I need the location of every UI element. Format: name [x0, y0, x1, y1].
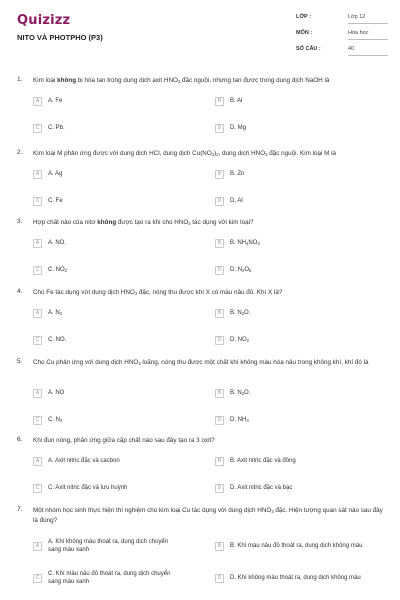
- option-label: C. Khí màu nâu đỏ thoát ra, dung dịch chuyển sang màu xanh: [48, 571, 171, 585]
- option-label: A. NO: [48, 390, 65, 396]
- option-letter-box: D: [215, 266, 224, 275]
- worksheet-header: [0, 0, 400, 64]
- option-label: C. $NO_2$: [48, 266, 68, 273]
- option-d[interactable]: [215, 194, 243, 208]
- option-b[interactable]: [215, 306, 250, 320]
- option-label: D. $NO_2$: [230, 336, 250, 343]
- option-b[interactable]: [215, 454, 296, 468]
- question-5: [0, 358, 400, 436]
- option-label: B. Khí màu nâu đỏ thoát ra, dung dịch không màu: [230, 543, 363, 549]
- option-b[interactable]: [215, 236, 260, 250]
- option-c[interactable]: [33, 571, 173, 585]
- option-label: B. Al: [230, 98, 243, 104]
- option-letter-box: D: [215, 574, 224, 583]
- question-4: [0, 288, 400, 358]
- option-d[interactable]: [215, 121, 246, 135]
- option-letter-box: B: [215, 389, 224, 398]
- question-text: Một nhóm học sinh thực hiện thí nghiệm cho kim loại Cu tác dụng với dung dịch $HNO_3$ đặc. Hiện tượng quan sát nào sau đây là đúng?: [33, 507, 383, 524]
- question-text: Hợp chất nào của nitơ không được tạo ra khi cho $HNO_3$ tác dụng với kim loại?: [33, 219, 254, 226]
- option-letter-box: A: [33, 389, 42, 398]
- question-number: 1.: [17, 76, 23, 83]
- option-letter-box: A: [33, 239, 42, 248]
- option-b[interactable]: [215, 539, 390, 553]
- option-label: D. $N_2O_5$: [230, 266, 252, 273]
- option-label: D. $NH_3$: [230, 416, 249, 423]
- option-letter-box: A: [33, 542, 42, 551]
- option-letter-box: D: [215, 124, 224, 133]
- question-3: [0, 218, 400, 288]
- option-letter-box: C: [33, 124, 42, 133]
- question-number: 2.: [17, 149, 23, 156]
- option-c[interactable]: [33, 194, 63, 208]
- option-d[interactable]: [215, 413, 249, 427]
- option-letter-box: A: [33, 170, 42, 179]
- option-a[interactable]: [33, 236, 66, 250]
- meta-underline: [348, 55, 388, 56]
- question-1: [0, 76, 400, 146]
- question-number: 4.: [17, 288, 23, 295]
- option-letter-box: D: [215, 484, 224, 493]
- option-label: A. NO.: [48, 240, 67, 246]
- option-letter-box: C: [33, 197, 42, 206]
- question-7: [0, 506, 400, 596]
- option-letter-box: D: [215, 416, 224, 425]
- option-a[interactable]: [33, 454, 120, 468]
- option-letter-box: A: [33, 309, 42, 318]
- option-label: A. Khí không màu thoát ra, dung dịch chuyển sang màu xanh: [48, 539, 169, 553]
- option-letter-box: B: [215, 239, 224, 248]
- option-label: C. Axit nitric đặc và lưu huỳnh: [48, 485, 128, 491]
- option-letter-box: A: [33, 457, 42, 466]
- meta-key: SỐ CÂU :: [296, 46, 321, 52]
- option-letter-box: C: [33, 266, 42, 275]
- option-letter-box: C: [33, 574, 42, 583]
- option-c[interactable]: [33, 263, 67, 277]
- option-letter-box: B: [215, 457, 224, 466]
- question-text: Cho Cu phản ứng với dung dịch $HNO_3$ loãng, nóng thu được một chất khí không màu hóa nâu trong không khí, khí đó là: [33, 359, 369, 366]
- option-d[interactable]: [215, 263, 251, 277]
- meta-key: MÔN :: [296, 30, 313, 36]
- option-label: B. Zn: [230, 171, 245, 177]
- option-letter-box: C: [33, 336, 42, 345]
- question-text: Cho Fe tác dụng với dung dịch $HNO_3$ đặc, nóng thu được khí X có màu nâu đỏ. Khí X là?: [33, 289, 283, 296]
- option-d[interactable]: [215, 333, 249, 347]
- option-label: D. Khí không màu thoát ra, dung dịch không màu: [230, 575, 361, 581]
- option-label: A. Ag: [48, 171, 63, 177]
- meta-row-subject: [296, 30, 392, 46]
- question-text: Kim loại M phản ứng được với dung dịch HCl, dung dịch $Cu(NO_3)_2$, dung dịch $HNO_3$ đặc nguội. Kim loại M là: [33, 150, 337, 157]
- option-letter-box: B: [215, 97, 224, 106]
- option-d[interactable]: [215, 481, 292, 495]
- question-number: 6.: [17, 436, 23, 443]
- meta-underline: [348, 39, 388, 40]
- option-letter-box: B: [215, 542, 224, 551]
- option-a[interactable]: [33, 167, 62, 181]
- meta-underline: [348, 23, 388, 24]
- option-b[interactable]: [215, 94, 242, 108]
- option-a[interactable]: [33, 306, 62, 320]
- option-label: B. $N_2O$.: [230, 309, 251, 316]
- option-d[interactable]: [215, 571, 390, 585]
- meta-row-class: [296, 14, 392, 30]
- option-label: D. Mg: [230, 125, 247, 131]
- option-label: C. Fe: [48, 198, 63, 204]
- option-a[interactable]: [33, 94, 62, 108]
- question-text: Khi đun nóng, phản ứng giữa cặp chất nào sau đây tạo ra 3 oxit?: [33, 437, 215, 444]
- question-6: [0, 436, 400, 506]
- worksheet-meta: [296, 14, 392, 62]
- question-text: Kim loại không bị hòa tan trong dung dịch axit $HNO_3$ đặc nguội, nhưng tan được trong dung dịch NaOH là: [33, 77, 330, 84]
- option-label: A. $N_2$: [48, 309, 63, 316]
- option-letter-box: C: [33, 416, 42, 425]
- option-a[interactable]: [33, 386, 64, 400]
- option-label: C. $N_2$: [48, 416, 63, 423]
- quizizz-logo: Quizizz: [17, 13, 71, 28]
- option-label: D. Al: [230, 198, 243, 204]
- option-letter-box: D: [215, 197, 224, 206]
- option-letter-box: A: [33, 97, 42, 106]
- meta-row-count: [296, 46, 392, 62]
- worksheet-title: NITO VÀ PHOTPHO (P3): [17, 33, 103, 42]
- option-label: A. Fe: [48, 98, 63, 104]
- option-b[interactable]: [215, 386, 250, 400]
- option-c[interactable]: [33, 121, 65, 135]
- option-b[interactable]: [215, 167, 244, 181]
- option-c[interactable]: [33, 481, 127, 495]
- option-label: B. Axit nitric đặc và đồng: [230, 458, 296, 464]
- option-label: A. Axit nitric đặc và cacbon: [48, 458, 120, 464]
- question-number: 3.: [17, 218, 23, 225]
- option-letter-box: C: [33, 484, 42, 493]
- meta-value: Hóa học: [348, 30, 369, 36]
- option-letter-box: B: [215, 170, 224, 179]
- question-2: [0, 149, 400, 219]
- option-c[interactable]: [33, 333, 66, 347]
- question-number: 7.: [17, 506, 23, 513]
- option-label: B. $N_2O$.: [230, 389, 251, 396]
- option-label: C. Pb.: [48, 125, 65, 131]
- meta-value: 40: [348, 46, 355, 52]
- option-c[interactable]: [33, 413, 62, 427]
- option-label: B. $NH_4NO_3$: [230, 239, 260, 246]
- meta-value: Lớp 12: [348, 14, 366, 20]
- meta-key: LỚP :: [296, 14, 311, 20]
- option-a[interactable]: [33, 539, 173, 553]
- option-label: C. NO.: [48, 337, 67, 343]
- option-label: D. Axit nitric đặc và bạc: [230, 485, 293, 491]
- option-letter-box: D: [215, 336, 224, 345]
- option-letter-box: B: [215, 309, 224, 318]
- question-number: 5.: [17, 358, 23, 365]
